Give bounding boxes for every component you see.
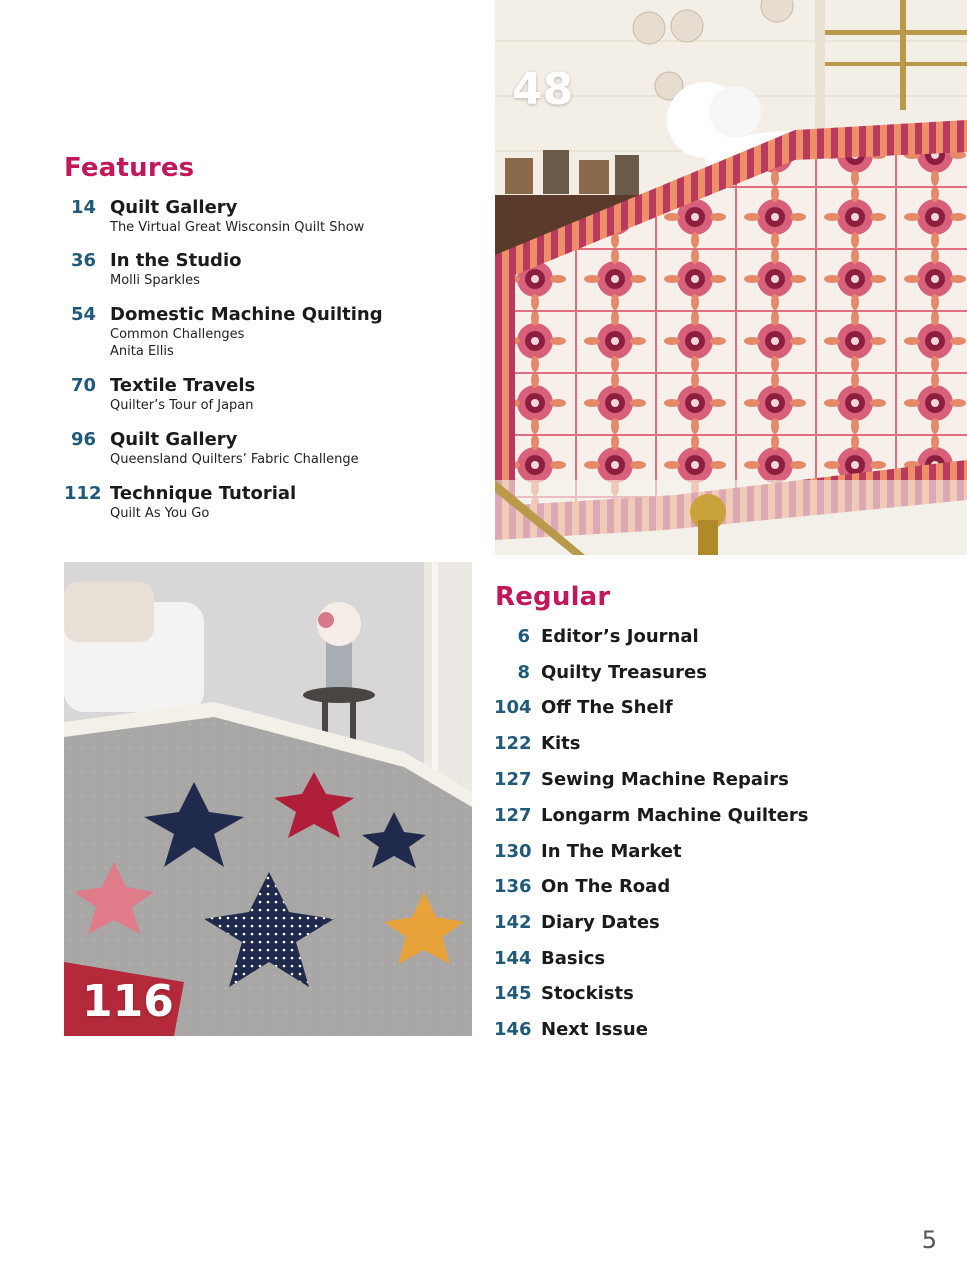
feature-page-number: 70 <box>70 375 96 396</box>
feature-subtitle: The Virtual Great Wisconsin Quilt Show <box>110 220 365 235</box>
feature-title: Quilt Gallery <box>110 429 238 450</box>
regular-page-number: 142 <box>494 912 532 933</box>
features-heading: Features <box>64 153 195 183</box>
regular-title: On The Road <box>541 876 671 897</box>
feature-page-number: 112 <box>64 483 102 504</box>
regular-page-number: 127 <box>494 769 532 790</box>
feature-title: Textile Travels <box>110 375 256 396</box>
feature-page-number: 36 <box>70 250 96 271</box>
regular-title: Kits <box>541 733 581 754</box>
regular-page-number: 122 <box>494 733 532 754</box>
regular-item[interactable] <box>494 1018 954 1044</box>
regular-heading: Regular <box>495 582 611 612</box>
photo-page-label-116: 116 <box>82 976 174 1027</box>
photo-star-quilt <box>64 562 472 1036</box>
regular-item[interactable] <box>494 625 954 651</box>
regular-item[interactable] <box>494 982 954 1008</box>
regular-page-number: 146 <box>494 1019 532 1040</box>
regular-page-number: 130 <box>494 841 532 862</box>
photo-pink-sunflower-quilt <box>495 0 967 555</box>
regular-item[interactable] <box>494 768 954 794</box>
page-number: 5 <box>921 1226 937 1254</box>
regular-title: In The Market <box>541 841 682 862</box>
feature-subtitle: Common Challenges <box>110 327 245 342</box>
regular-title: Editor’s Journal <box>541 626 699 647</box>
regular-page-number: 144 <box>494 948 532 969</box>
regular-page-number: 145 <box>494 983 532 1004</box>
regular-item[interactable] <box>494 732 954 758</box>
regular-page-number: 6 <box>517 626 530 647</box>
feature-title: Quilt Gallery <box>110 197 238 218</box>
feature-author: Anita Ellis <box>110 344 174 359</box>
regular-item[interactable] <box>494 947 954 973</box>
regular-page-number: 127 <box>494 805 532 826</box>
regular-title: Sewing Machine Repairs <box>541 769 789 790</box>
feature-title: Domestic Machine Quilting <box>110 304 383 325</box>
feature-subtitle: Queensland Quilters’ Fabric Challenge <box>110 452 359 467</box>
feature-title: Technique Tutorial <box>110 483 297 504</box>
regular-title: Stockists <box>541 983 634 1004</box>
photo-page-label-48: 48 <box>512 64 574 115</box>
regular-item[interactable] <box>494 911 954 937</box>
regular-item[interactable] <box>494 804 954 830</box>
feature-page-number: 96 <box>70 429 96 450</box>
regular-title: Next Issue <box>541 1019 648 1040</box>
regular-item[interactable] <box>494 875 954 901</box>
feature-page-number: 54 <box>70 304 96 325</box>
regular-page-number: 8 <box>517 662 530 683</box>
regular-page-number: 104 <box>494 697 532 718</box>
feature-title: In the Studio <box>110 250 242 271</box>
regular-item[interactable] <box>494 840 954 866</box>
regular-item[interactable] <box>494 661 954 687</box>
regular-title: Longarm Machine Quilters <box>541 805 809 826</box>
regular-title: Off The Shelf <box>541 697 673 718</box>
regular-item[interactable] <box>494 696 954 722</box>
feature-page-number: 14 <box>70 197 96 218</box>
feature-subtitle: Quilt As You Go <box>110 506 210 521</box>
feature-subtitle: Quilter’s Tour of Japan <box>110 398 254 413</box>
regular-title: Quilty Treasures <box>541 662 707 683</box>
quilt-illustration-bottom <box>64 562 472 1036</box>
regular-title: Basics <box>541 948 606 969</box>
regular-page-number: 136 <box>494 876 532 897</box>
regular-title: Diary Dates <box>541 912 660 933</box>
feature-subtitle: Molli Sparkles <box>110 273 200 288</box>
